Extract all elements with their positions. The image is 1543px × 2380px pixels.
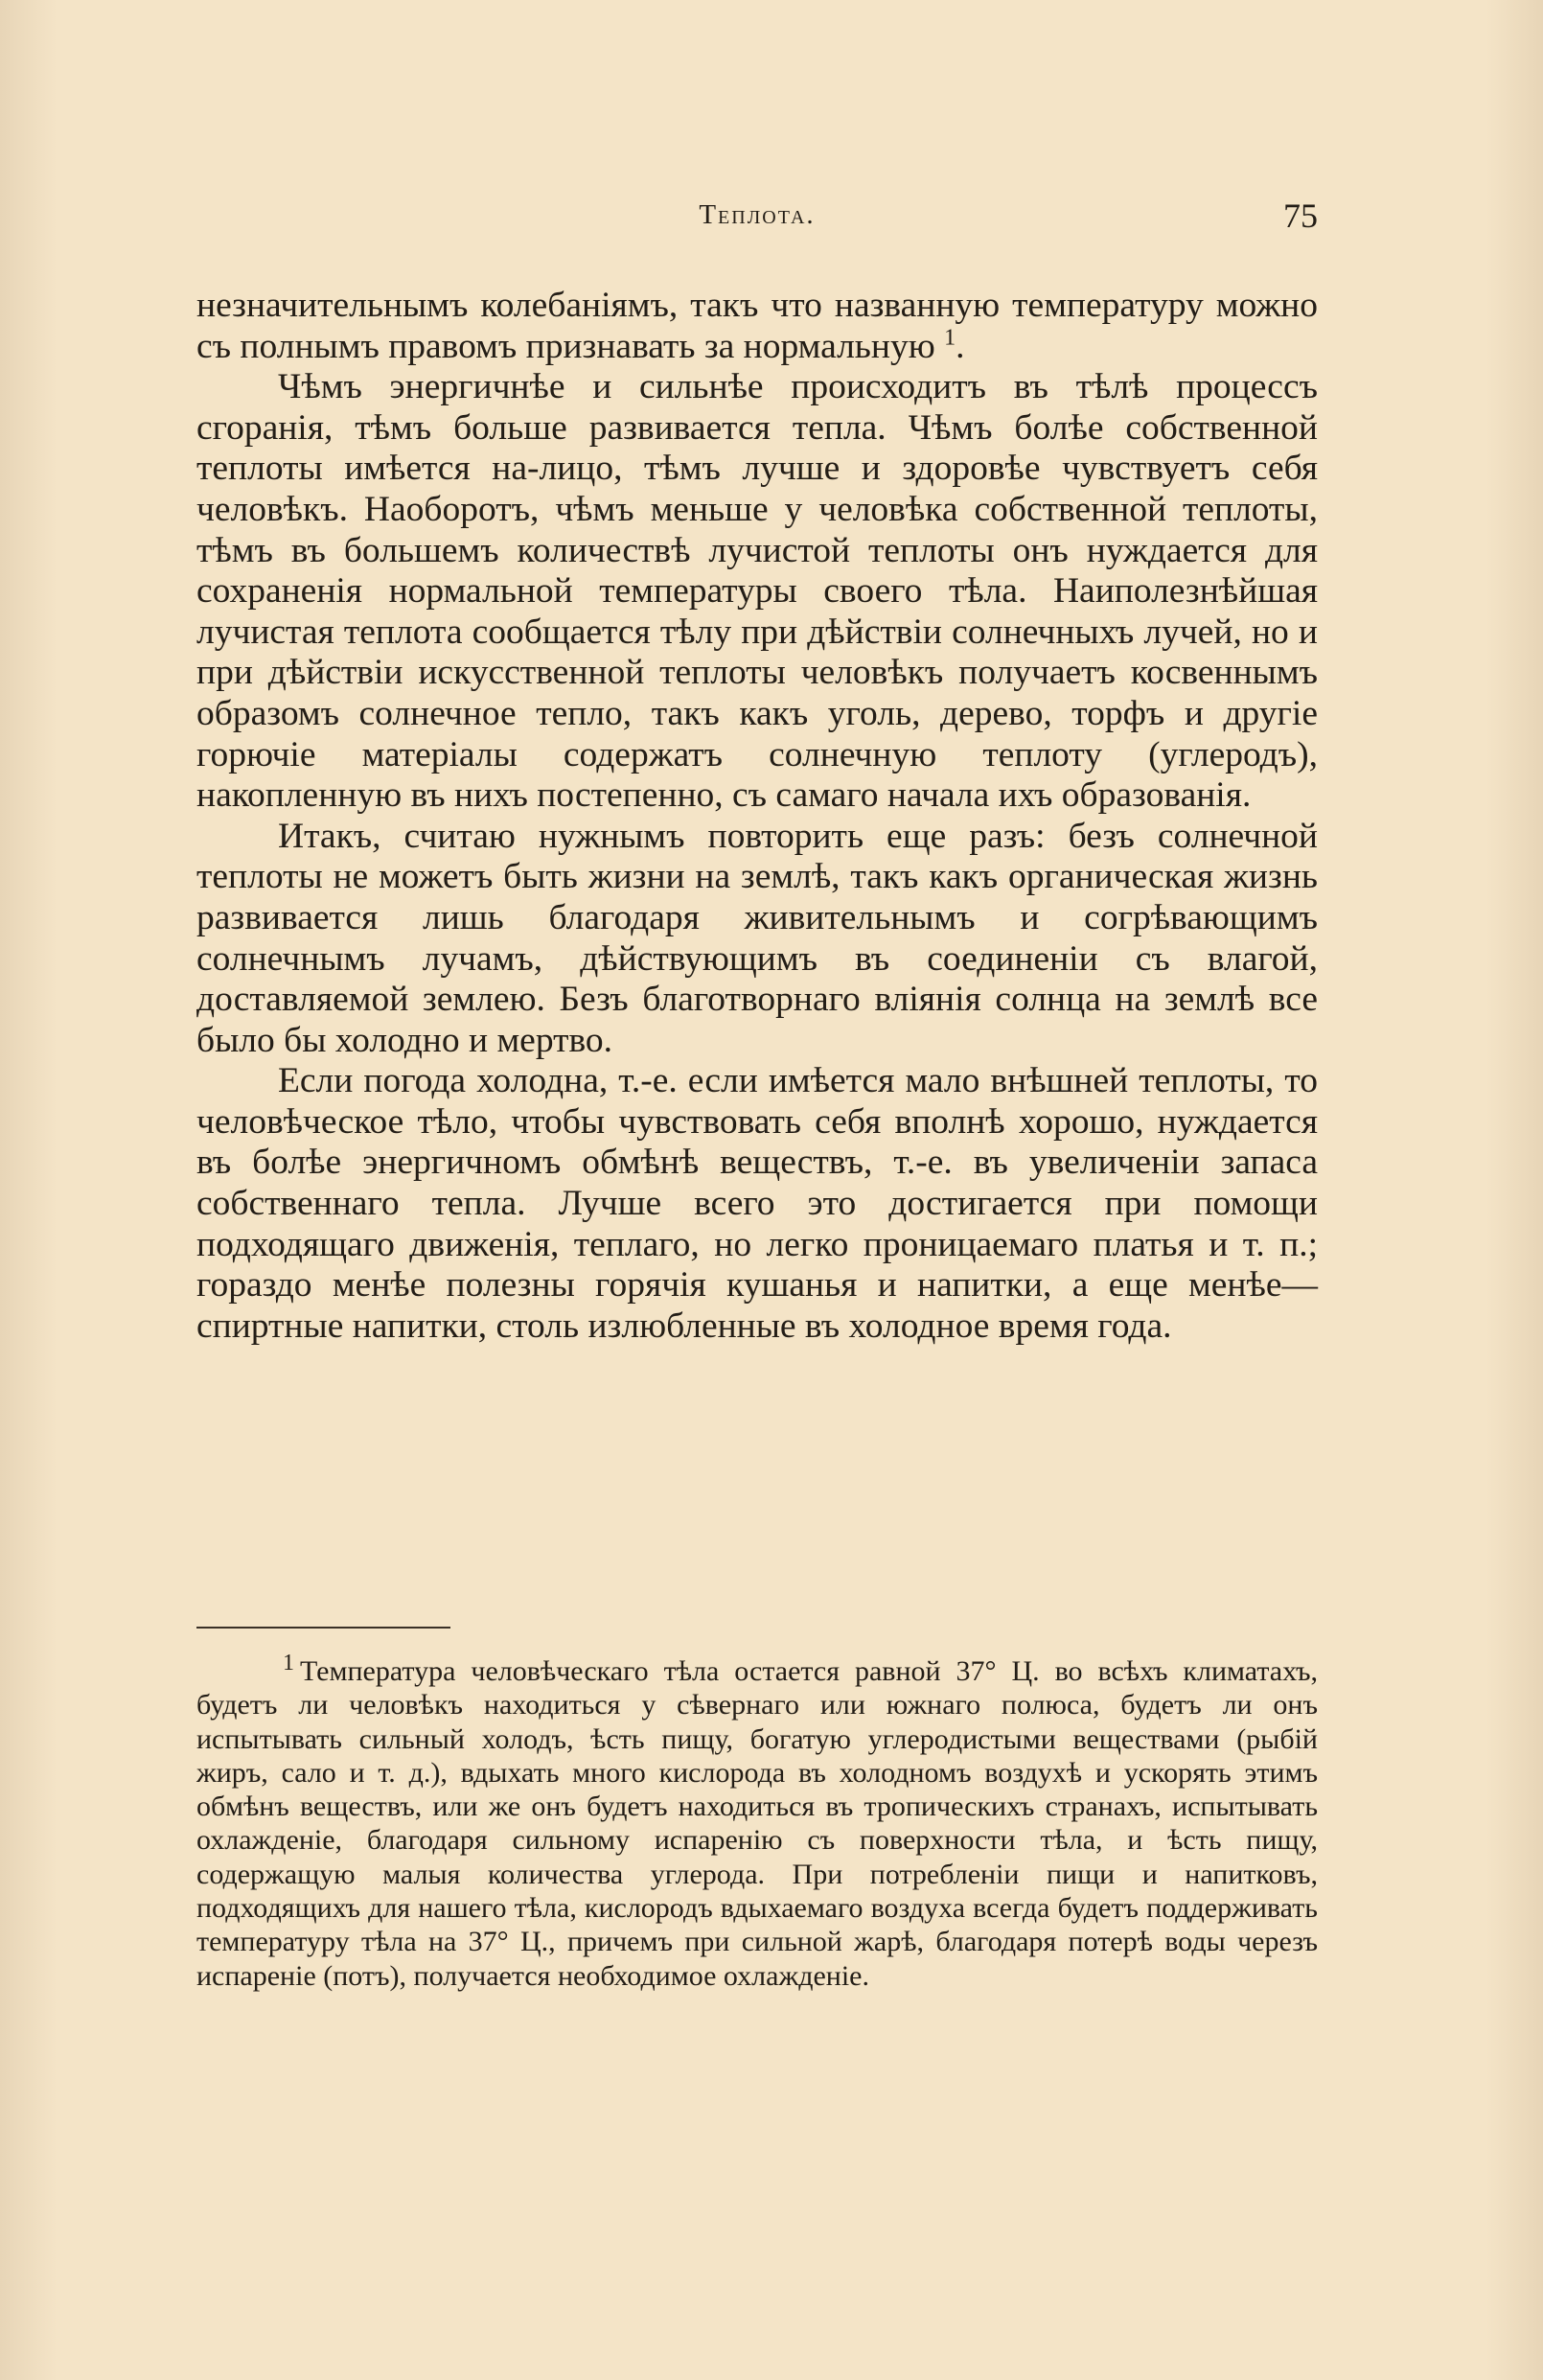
main-text (196, 286, 1318, 1347)
page-header (196, 196, 1318, 247)
footnote-text: Температура человѣческаго тѣла остается равной 37° Ц. во всѣхъ климатахъ, будетъ ли человѣкъ находиться у сѣвернаго или южнаго полюса, будетъ ли онъ испытывать сильный холодъ, ѣсть пищу, богатую углеродистыми веществами (рыбій жиръ, сало и т. д.), вдыхать много кислорода въ холодномъ воздухѣ и ускорять этимъ обмѣнъ веществъ, или же онъ будетъ находиться въ тропическихъ странахъ, испытывать охлажденіе, благодаря сильному испаренію съ поверхности тѣла, и ѣсть пищу, содержащую малыя количества углерода. При потребленіи пищи и напитковъ, подходящихъ для нашего тѣла, кислородъ вдыхаемаго воздуха всегда будетъ поддерживать температуру тѣла на 37° Ц., причемъ при сильной жарѣ, благодаря потерѣ воды черезъ испареніе (потъ), получается необходимое охлажденіе. (196, 1655, 1318, 1992)
page-number: 75 (1283, 196, 1318, 235)
paragraph-end-punct: . (956, 326, 965, 366)
paragraph: Чѣмъ энергичнѣе и сильнѣе происходитъ въ тѣлѣ процессъ сгоранія, тѣмъ больше развивается тепла. Чѣмъ болѣе собственной теплоты имѣется на-лицо, тѣмъ лучше и здоровѣе чувствуетъ себя человѣкъ. Наоборотъ, чѣмъ меньше у человѣка собственной теплоты, тѣмъ въ большемъ количествѣ лучистой теплоты онъ нуждается для сохраненія нормальной температуры своего тѣла. Наиполезнѣйшая лучистая теплота сообщается тѣлу при дѣйствіи солнечныхъ лучей, но и при дѣйствіи искусственной теплоты человѣкъ получаетъ косвеннымъ образомъ солнечное тепло, такъ какъ уголь, дерево, торфъ и другіе горючіе матеріалы содержатъ солнечную теплоту (углеродъ), накопленную въ нихъ постепенно, съ самаго начала ихъ образованія. (196, 367, 1318, 816)
footnote-divider (196, 1627, 450, 1629)
footnote-reference: 1 (944, 325, 956, 351)
running-title: Теплота. (699, 199, 816, 230)
paragraph: Итакъ, считаю нужнымъ повторить еще разъ: безъ солнечной теплоты не можетъ быть жизни на землѣ, такъ какъ органическая жизнь развивается лишь благодаря живительнымъ и согрѣвающимъ солнечнымъ лучамъ, дѣйствующимъ въ соединеніи съ влагой, доставляемой землею. Безъ благотворнаго вліянія солнца на землѣ все было бы холодно и мертво. (196, 816, 1318, 1060)
paragraph-continued (196, 286, 1318, 367)
paragraph-text: незначительнымъ колебаніямъ, такъ что названную температуру можно съ полнымъ правомъ признавать за нормальную (196, 286, 1318, 366)
paragraph: Если погода холодна, т.-е. если имѣется мало внѣшней теплоты, то человѣческое тѣло, чтобы чувствовать себя вполнѣ хорошо, нуждается въ болѣе энергичномъ обмѣнѣ веществъ, т.-е. въ увеличеніи запаса собственнаго тепла. Лучше всего это достигается при помощи подходящаго движенія, теплаго, но легко проницаемаго платья и т. п.; гораздо менѣе полезны горячія кушанья и напитки, а еще менѣе—спиртные напитки, столь излюбленные въ холодное время года. (196, 1061, 1318, 1346)
footnote-mark: 1 (283, 1651, 294, 1675)
footnote (196, 1651, 1318, 1993)
